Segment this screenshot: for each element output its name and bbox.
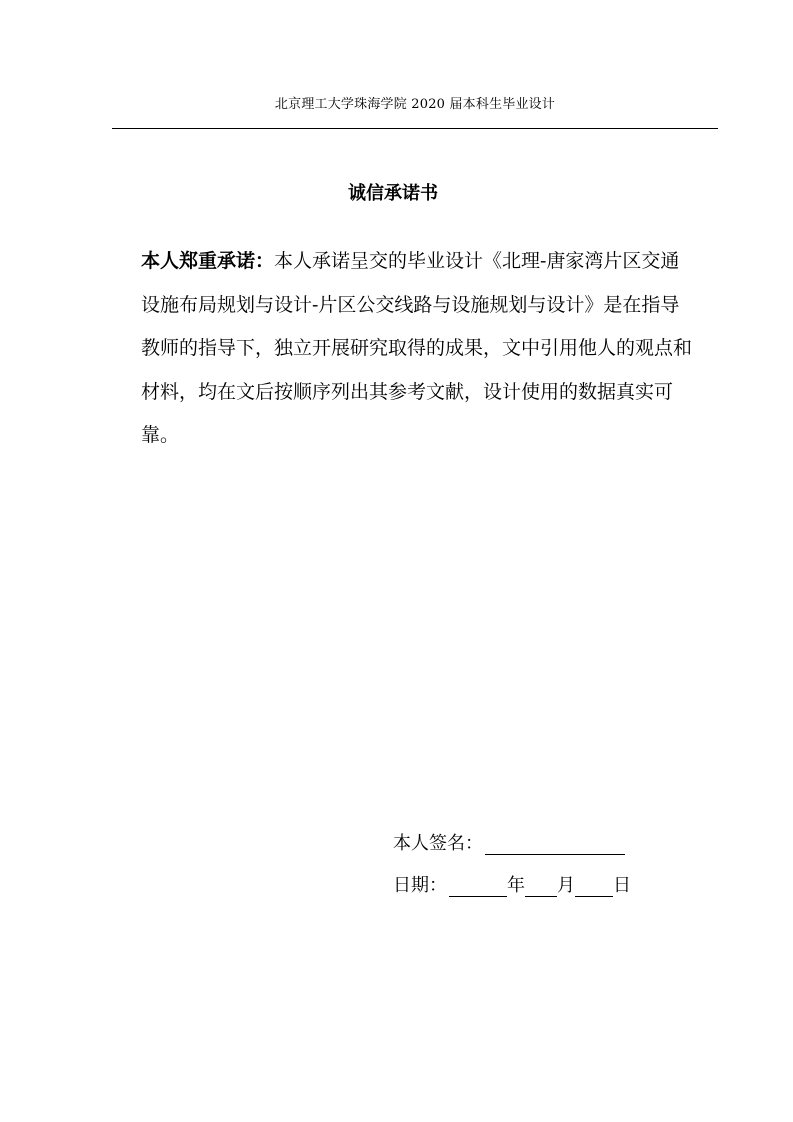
month-label: 月 <box>557 875 575 896</box>
pledge-lead: 本人郑重承诺： <box>141 250 275 272</box>
signature-label: 本人签名： <box>393 833 483 854</box>
year-label: 年 <box>507 875 525 896</box>
running-header: 北京理工大学珠海学院 2020 届本科生毕业设计 <box>274 97 556 112</box>
year-blank[interactable] <box>449 876 507 897</box>
month-blank[interactable] <box>525 876 557 897</box>
signature-blank[interactable] <box>485 834 625 855</box>
pledge-body: 本人承诺呈交的毕业设计《北理-唐家湾片区交通设施布局规划与设计-片区公交线路与设施规划与设计》是在指导教师的指导下，独立开展研究取得的成果，文中引用他人的观点和材料，均在文后按顺序列出其参考文献，设计使用的数据真实可靠。 <box>141 250 693 446</box>
header-divider <box>112 128 718 129</box>
signature-line <box>393 829 625 855</box>
day-label: 日 <box>613 875 631 896</box>
date-line <box>393 871 631 897</box>
date-label: 日期： <box>393 875 447 896</box>
document-title: 诚信承诺书 <box>348 183 438 204</box>
pledge-paragraph <box>141 240 693 458</box>
day-blank[interactable] <box>575 876 613 897</box>
